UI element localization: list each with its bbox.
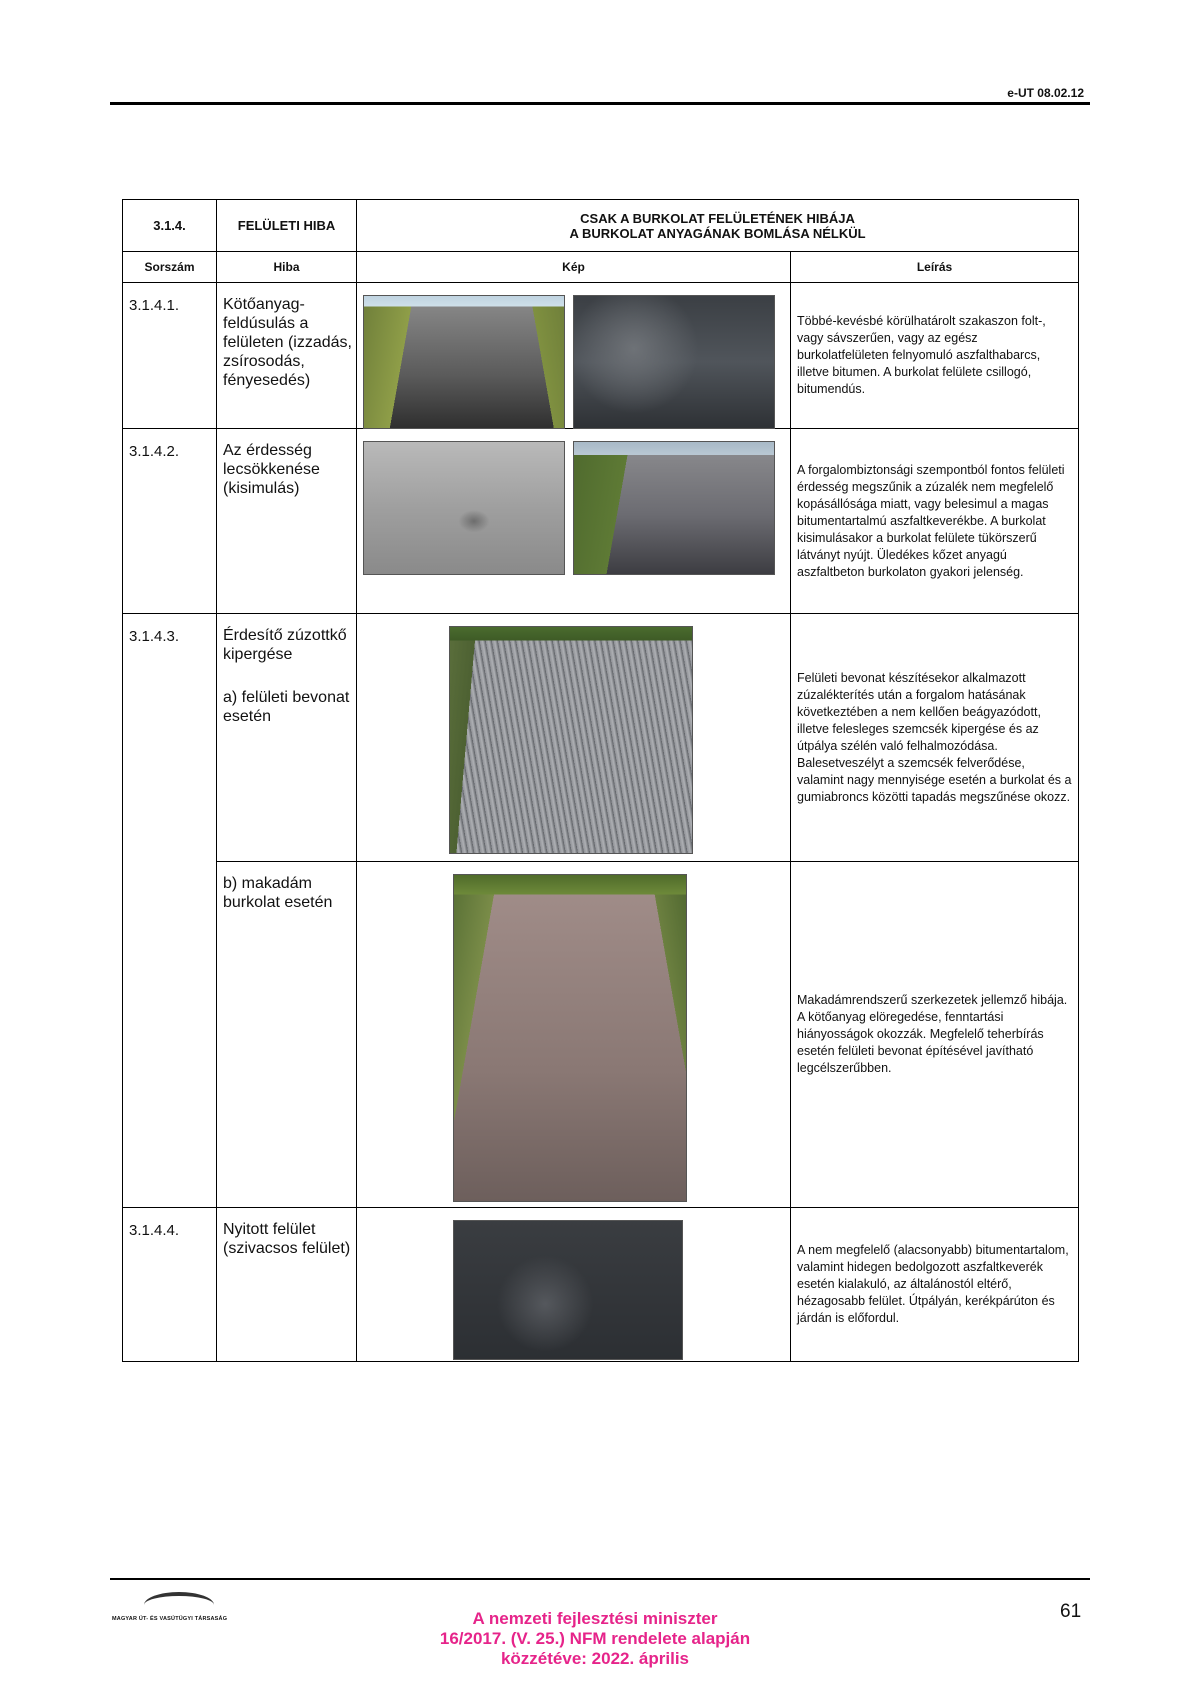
organization-logo (112, 1592, 262, 1628)
page-number: 61 (1060, 1601, 1082, 1622)
column-header-description: Leírás (791, 252, 1079, 283)
table-row (123, 862, 1079, 1208)
section-title-line2: A BURKOLAT ANYAGÁNAK BOMLÁSA NÉLKÜL (569, 225, 866, 241)
row-images (357, 862, 791, 1208)
row-defect: Nyitott felület (szivacsos felület) (217, 1208, 357, 1362)
photo-road (453, 874, 687, 1202)
footer-rule (110, 1578, 1090, 1580)
row-number: 3.1.4.4. (123, 1208, 217, 1362)
table-row (123, 1208, 1079, 1362)
row-images (357, 1208, 791, 1362)
row-description: A forgalombiztonsági szempontból fontos felületi érdesség megszűnik a zúzalék nem megfelelő kopásállósága miatt, vagy belesimul a magas bitumentartalmú aszfaltkeverékbe. A burkolat kisimulásakor a burkolat felülete tükörszerű látványt nyújt. Üledékes kőzet anyagú aszfaltbeton burkolaton gyakori jelenség. (791, 429, 1079, 614)
section-number: 3.1.4. (123, 200, 217, 252)
photo-road (363, 441, 565, 575)
row-number: 3.1.4.1. (123, 283, 217, 429)
photo-road (363, 295, 565, 429)
section-title (357, 200, 1079, 252)
logo-text: MAGYAR ÚT- ÉS VASÚTÜGYI TÁRSASÁG (112, 1616, 228, 1622)
row-number: 3.1.4.3. (123, 614, 217, 1208)
row-defect: Az érdesség lecsökkenése (kisimulás) (217, 429, 357, 614)
row-images (357, 614, 791, 862)
table-row (123, 429, 1079, 614)
section-title-line1: CSAK A BURKOLAT FELÜLETÉNEK HIBÁJA (580, 210, 855, 226)
publication-note-line1: A nemzeti fejlesztési miniszter (472, 1609, 718, 1628)
photo-road (449, 626, 693, 854)
defect-table (122, 199, 1079, 1362)
table-row (123, 614, 1079, 862)
row-defect (217, 614, 357, 862)
logo-swoosh-icon (144, 1592, 214, 1618)
row-description: Makadámrendszerű szerkezetek jellemző hibája. A kötőanyag elöregedése, fenntartási hiányosságok okozzák. Megfelelő teherbírás esetén felületi bevonat építésével javítható legcélszerűbben. (791, 862, 1079, 1208)
row-number: 3.1.4.2. (123, 429, 217, 614)
row-description: A nem megfelelő (alacsonyabb) bitumentartalom, valamint hidegen bedolgozott aszfaltkeverék esetén kialakuló, az általánostól eltérő, hézagosabb felület. Útpályán, kerékpárúton és járdán is előfordul. (791, 1208, 1079, 1362)
row-defect: b) makadám burkolat esetén (217, 862, 357, 1208)
publication-note-line2: 16/2017. (V. 25.) NFM rendelete alapján (439, 1629, 751, 1648)
row-defect-main: Érdesítő zúzottkő kipergése (223, 627, 347, 663)
row-description: Többé-kevésbé körülhatárolt szakaszon folt-, vagy sávszerűen, vagy az egész burkolatfelületen felnyomuló aszfalthabarcs, illetve bitumen. A burkolat felülete csillogó, bitumendús. (791, 283, 1079, 429)
row-description: Felületi bevonat készítésekor alkalmazott zúzalékterítés után a forgalom hatásának következtében a nem kellően beágyazódott, illetve felesleges szemcsék kipergése és az útpálya szélén való felhalmozódása. Balesetveszélyt a szemcsék felverődése, valamint nagy mennyisége esetén a burkolat és a gumiabroncs közötti tapadás megszűnése okozz. (791, 614, 1079, 862)
document-code: e-UT 08.02.12 (1007, 86, 1084, 100)
row-images (357, 429, 791, 614)
row-defect: Kötőanyag-feldúsulás a felületen (izzadás, zsírosodás, fényesedés) (217, 283, 357, 429)
column-header-defect: Hiba (217, 252, 357, 283)
row-images (357, 283, 791, 429)
header-rule (110, 102, 1090, 105)
section-name: FELÜLETI HIBA (217, 200, 357, 252)
table-row (123, 283, 1079, 429)
photo-road (573, 441, 775, 575)
column-header-number: Sorszám (123, 252, 217, 283)
row-defect-sub: a) felületi bevonat esetén (223, 689, 350, 725)
column-header-image: Kép (357, 252, 791, 283)
publication-note-line3: közzétéve: 2022. április (500, 1649, 690, 1668)
photo-road (573, 295, 775, 429)
photo-road (453, 1220, 683, 1360)
publication-note (395, 1609, 795, 1669)
